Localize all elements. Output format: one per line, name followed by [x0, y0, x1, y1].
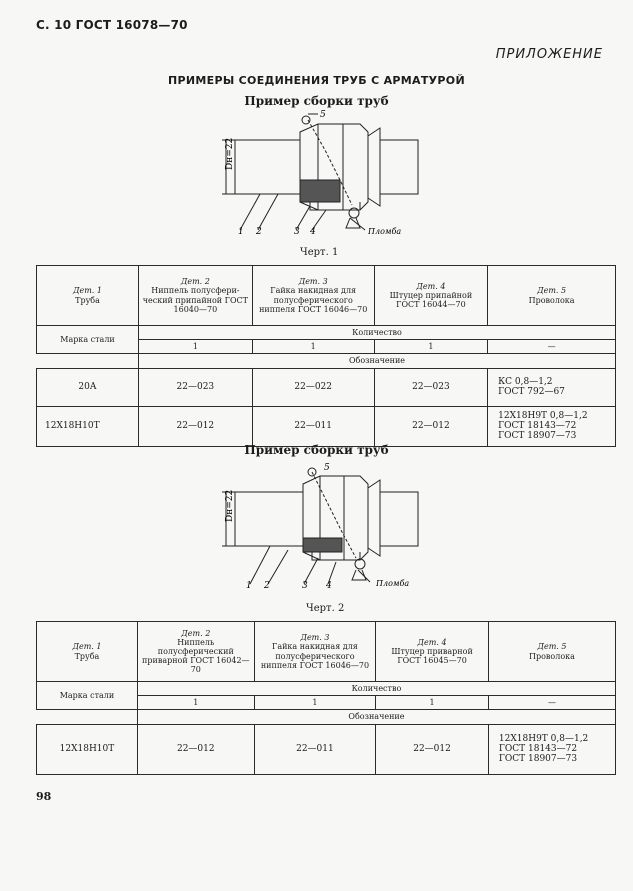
fig1-dim-label: Dн=22 — [225, 137, 235, 170]
t2-qty-5: — — [488, 696, 615, 710]
figure1-caption: Черт. 1 — [300, 247, 339, 258]
fig2-callout-5: 5 — [324, 463, 330, 473]
appendix-label: ПРИЛОЖЕНИЕ — [495, 47, 603, 62]
figure2-subtitle: Пример сборки труб — [244, 443, 389, 457]
t1-r1-d2: 22—023 — [138, 368, 252, 406]
t1-r2-d3: 22—011 — [252, 406, 374, 446]
t1-r1-steel: 20А — [37, 368, 139, 406]
figure2-caption: Черт. 2 — [306, 603, 345, 614]
t2-col2-header: Дет. 2 Ниппель полусферический приварной ГОСТ 16042—70 — [137, 622, 254, 682]
t2-qty-4: 1 — [376, 696, 489, 710]
t1-quantity-label: Количество — [138, 326, 615, 340]
fig1-callout-4: 4 — [310, 227, 316, 237]
table1 — [36, 265, 616, 447]
fig2-seal-label: Пломба — [376, 579, 410, 588]
t1-qty-3: 1 — [252, 340, 374, 354]
t2-qty-2: 1 — [137, 696, 254, 710]
t1-col4-header: Дет. 4 Штуцер припайной ГОСТ 16044—70 — [374, 266, 488, 326]
table-row — [37, 724, 616, 774]
fig1-callout-3: 3 — [294, 227, 300, 237]
t2-col3-header: Дет. 3 Гайка накидная для полусферического ниппеля ГОСТ 16046—70 — [254, 622, 376, 682]
t2-col1-header: Дет. 1 Труба — [37, 622, 138, 682]
page-number: 98 — [36, 790, 52, 803]
t2-qty-3: 1 — [254, 696, 376, 710]
t1-r2-steel: 12Х18Н10Т — [37, 406, 139, 446]
fig2-callout-1: 1 — [246, 581, 252, 591]
t1-col2-header: Дет. 2 Ниппель полусфери-ческий припайной ГОСТ 16040—70 — [138, 266, 252, 326]
t1-col5-header: Дет. 5 Проволока — [488, 266, 616, 326]
t1-steel-label: Марка стали — [37, 326, 139, 354]
t1-r1-d3: 22—022 — [252, 368, 374, 406]
t2-col5-header: Дет. 5 Проволока — [488, 622, 615, 682]
t2-col4-header: Дет. 4 Штуцер приварной ГОСТ 16045—70 — [376, 622, 489, 682]
t1-designation-label: Обозначение — [138, 354, 615, 368]
fig2-callout-4: 4 — [326, 581, 332, 591]
fig1-callout-5: 5 — [320, 110, 326, 120]
table2 — [36, 621, 616, 775]
page-title: ПРИМЕРЫ СОЕДИНЕНИЯ ТРУБ С АРМАТУРОЙ — [168, 74, 465, 87]
table-row — [37, 368, 616, 406]
t1-r1-d4: 22—023 — [374, 368, 488, 406]
t2-r1-d2: 22—012 — [137, 724, 254, 774]
t2-designation-label: Обозначение — [137, 710, 615, 724]
t1-r2-d2: 22—012 — [138, 406, 252, 446]
t2-r1-d3: 22—011 — [254, 724, 376, 774]
t1-qty-4: 1 — [374, 340, 488, 354]
t2-r1-wire: 12Х18Н9Т 0,8—1,2 ГОСТ 18143—72 ГОСТ 18907—73 — [488, 724, 615, 774]
figure2-drawing — [200, 460, 440, 594]
t2-quantity-label: Количество — [137, 682, 615, 696]
fig2-dim-label: Dн=22 — [225, 489, 235, 522]
fig1-callout-1: 1 — [238, 227, 244, 237]
t1-qty-5: — — [488, 340, 616, 354]
t2-r1-d4: 22—012 — [376, 724, 489, 774]
t2-steel-label: Марка стали — [37, 682, 138, 710]
table-row — [37, 406, 616, 446]
t1-col3-header: Дет. 3 Гайка накидная для полусферического ниппеля ГОСТ 16046—70 — [252, 266, 374, 326]
fig2-callout-2: 2 — [264, 581, 270, 591]
figure1-subtitle: Пример сборки труб — [244, 94, 389, 108]
t1-col1-header: Дет. 1 Труба — [37, 266, 139, 326]
figure1-drawing — [200, 110, 440, 244]
page-header: С. 10 ГОСТ 16078—70 — [36, 18, 188, 32]
fig1-seal-label: Пломба — [368, 227, 402, 236]
t1-r1-wire: КС 0,8—1,2 ГОСТ 792—67 — [488, 368, 616, 406]
fig2-callout-3: 3 — [302, 581, 308, 591]
t1-qty-2: 1 — [138, 340, 252, 354]
t1-r2-d4: 22—012 — [374, 406, 488, 446]
fig1-callout-2: 2 — [256, 227, 262, 237]
t1-r2-wire: 12Х18Н9Т 0,8—1,2 ГОСТ 18143—72 ГОСТ 18907—73 — [488, 406, 616, 446]
t2-r1-steel: 12Х18Н10Т — [37, 724, 138, 774]
